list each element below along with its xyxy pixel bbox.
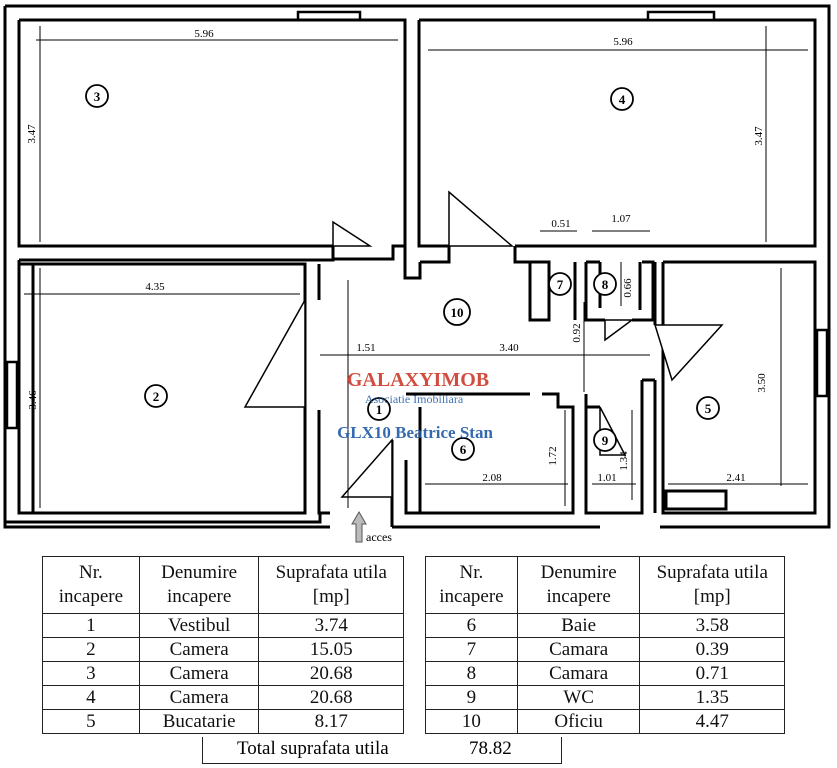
outer-wall: [5, 6, 829, 527]
dim-room8-height: 0.66: [622, 278, 634, 298]
row-area: 15.05: [259, 638, 404, 662]
watermark-tagline: Asociatie Imobiliara: [364, 392, 464, 406]
row-name: Camera: [139, 686, 259, 710]
door-swings: [245, 192, 722, 497]
header-room-number: Nr. incapere: [43, 557, 140, 614]
table-row: [43, 710, 404, 734]
header-room-name: Denumire incapere: [517, 557, 640, 614]
row-name: Camara: [517, 662, 640, 686]
room-number-3: 3: [93, 89, 101, 104]
dim-room8-width: 1.07: [611, 213, 631, 225]
dim-room2-width: 4.35: [145, 281, 165, 293]
header-room-number: Nr. incapere: [426, 557, 518, 614]
row-name: Camera: [139, 662, 259, 686]
room-number-7: 7: [556, 277, 564, 292]
row-name: Vestibul: [139, 614, 259, 638]
room-walls: [19, 20, 815, 527]
window-left: [7, 362, 17, 428]
row-area: 3.74: [259, 614, 404, 638]
room-number-1: 1: [375, 402, 383, 417]
room4-walls: [419, 20, 449, 262]
row-nr: 1: [43, 614, 140, 638]
row-nr: 6: [426, 614, 518, 638]
row-nr: 8: [426, 662, 518, 686]
dim-room3-height: 3.47: [26, 124, 38, 144]
row-area: 0.39: [640, 638, 785, 662]
row-area: 8.17: [259, 710, 404, 734]
room-number-10: 10: [450, 305, 464, 320]
row-name: Camara: [517, 638, 640, 662]
row-nr: 7: [426, 638, 518, 662]
dim-room4-height: 3.47: [753, 126, 765, 146]
row-area: 20.68: [259, 662, 404, 686]
dim-hall-b: 3.40: [499, 342, 519, 354]
total-label: Total suprafata utila: [237, 738, 389, 759]
row-name: Oficiu: [517, 710, 640, 734]
row-name: Bucatarie: [139, 710, 259, 734]
dim-room7-width: 0.51: [551, 218, 571, 230]
inner-outer-wall: [5, 20, 815, 522]
row-area: 3.58: [640, 614, 785, 638]
header-room-area: Suprafata utila [mp]: [640, 557, 785, 614]
access-arrow: [352, 512, 392, 544]
watermark-brand: GALAXYIMOB: [346, 369, 490, 391]
table-row: [43, 614, 404, 638]
table-row: [43, 686, 404, 710]
header-room-name: Denumire incapere: [139, 557, 259, 614]
room-number-8: 8: [601, 277, 609, 292]
table-header-row: [426, 557, 785, 614]
row-nr: 9: [426, 686, 518, 710]
dim-room5-width: 2.41: [726, 472, 746, 484]
walls: [5, 6, 829, 527]
area-table-right: [425, 556, 785, 734]
row-nr: 5: [43, 710, 140, 734]
dim-hall-a: 1.51: [356, 342, 376, 354]
row-nr: 10: [426, 710, 518, 734]
dim-room6-width: 2.08: [482, 472, 502, 484]
room-number-9: 9: [601, 433, 609, 448]
wall-blocks: [7, 12, 827, 428]
row-nr: 2: [43, 638, 140, 662]
table-header-row: [43, 557, 404, 614]
area-table-left: [42, 556, 404, 734]
watermark: [337, 369, 493, 442]
table-row: [426, 662, 785, 686]
table-row: [426, 686, 785, 710]
dim-room9-height: 1.34: [618, 451, 630, 471]
room7-walls: [530, 262, 549, 320]
row-area: 20.68: [259, 686, 404, 710]
room-number-4: 4: [618, 92, 626, 107]
row-area: 0.71: [640, 662, 785, 686]
room-number-2: 2: [152, 389, 160, 404]
row-name: Camera: [139, 638, 259, 662]
header-room-area: Suprafata utila [mp]: [259, 557, 404, 614]
total-area-row: [202, 737, 562, 764]
room-number-6: 6: [459, 442, 467, 457]
window-top-right: [648, 12, 714, 20]
access-arrow-icon: [352, 512, 366, 542]
room-number-5: 5: [704, 401, 712, 416]
table-row: [426, 638, 785, 662]
row-area: 1.35: [640, 686, 785, 710]
table-row: [43, 638, 404, 662]
room9-walls: [586, 380, 655, 407]
dim-room4-width: 5.96: [613, 36, 633, 48]
dim-room9-width: 1.01: [597, 472, 617, 484]
dim-room2-height: 3.46: [27, 390, 39, 410]
window-right: [817, 330, 827, 396]
dimension-labels: [26, 28, 768, 484]
row-name: Baie: [517, 614, 640, 638]
table-row: [426, 710, 785, 734]
watermark-agent: GLX10 Beatrice Stan: [337, 423, 493, 442]
row-area: 4.47: [640, 710, 785, 734]
dim-room5-height: 3.50: [756, 373, 768, 393]
row-nr: 3: [43, 662, 140, 686]
table-row: [43, 662, 404, 686]
dim-room3-width: 5.96: [194, 28, 214, 40]
access-label: acces: [366, 530, 392, 544]
total-value: 78.82: [469, 738, 512, 759]
dim-room6-height: 1.72: [547, 446, 559, 466]
row-name: WC: [517, 686, 640, 710]
dim-gap-092: 0.92: [571, 323, 583, 343]
row-nr: 4: [43, 686, 140, 710]
table-row: [426, 614, 785, 638]
